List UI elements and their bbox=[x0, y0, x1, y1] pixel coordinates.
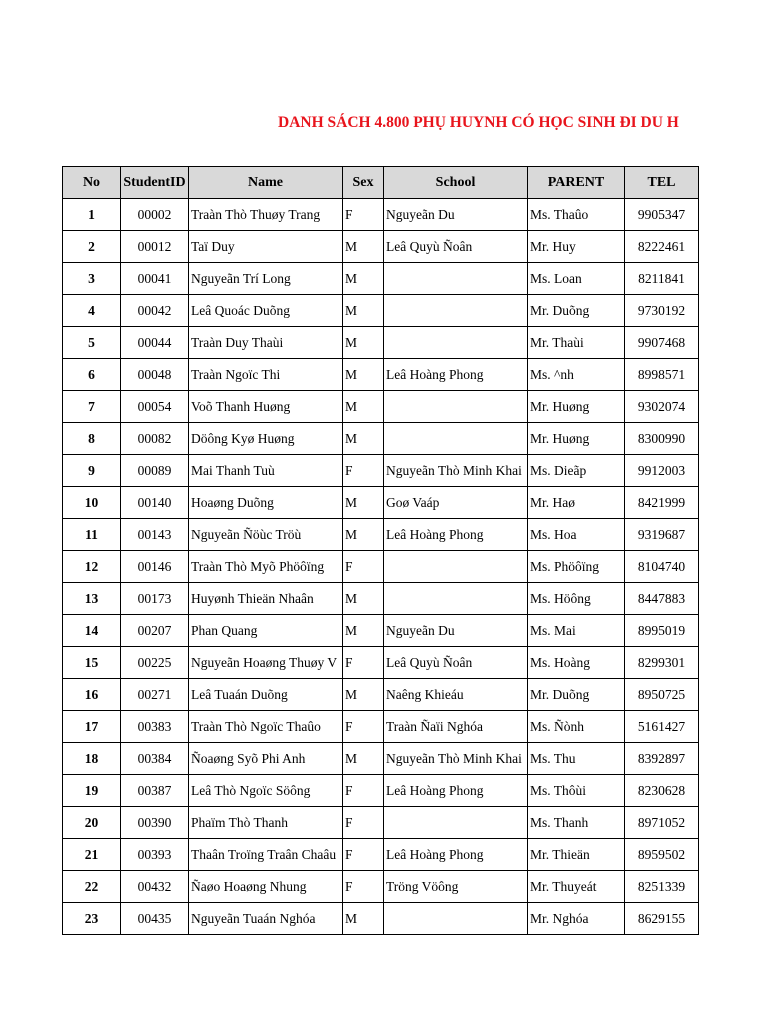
student-id-cell: 00173 bbox=[121, 583, 189, 615]
row-number: 11 bbox=[63, 519, 121, 551]
student-name-cell: Phan Quang bbox=[189, 615, 343, 647]
sex-cell: F bbox=[343, 871, 384, 903]
tel-cell: 8392897 bbox=[625, 743, 699, 775]
row-number: 23 bbox=[63, 903, 121, 935]
sex-cell: M bbox=[343, 327, 384, 359]
sex-cell: M bbox=[343, 423, 384, 455]
student-name-cell: Thaân Troïng Traân Chaâu bbox=[189, 839, 343, 871]
table-row bbox=[63, 647, 699, 679]
school-cell: Leâ Hoàng Phong bbox=[384, 839, 528, 871]
tel-cell: 8995019 bbox=[625, 615, 699, 647]
tel-cell: 9905347 bbox=[625, 199, 699, 231]
school-cell: Leâ Hoàng Phong bbox=[384, 775, 528, 807]
student-id-cell: 00041 bbox=[121, 263, 189, 295]
school-cell bbox=[384, 551, 528, 583]
sex-cell: M bbox=[343, 903, 384, 935]
tel-cell: 8251339 bbox=[625, 871, 699, 903]
parent-cell: Ms. ^nh bbox=[528, 359, 625, 391]
parent-cell: Mr. Huy bbox=[528, 231, 625, 263]
tel-cell: 8300990 bbox=[625, 423, 699, 455]
sex-cell: M bbox=[343, 391, 384, 423]
school-cell: Nguyeãn Thò Minh Khai bbox=[384, 455, 528, 487]
sex-cell: M bbox=[343, 487, 384, 519]
student-id-cell: 00271 bbox=[121, 679, 189, 711]
parent-cell: Ms. Mai bbox=[528, 615, 625, 647]
tel-cell: 8230628 bbox=[625, 775, 699, 807]
student-id-cell: 00225 bbox=[121, 647, 189, 679]
tel-cell: 8299301 bbox=[625, 647, 699, 679]
student-name-cell: Voõ Thanh Huøng bbox=[189, 391, 343, 423]
student-name-cell: Ñoaøng Syõ Phi Anh bbox=[189, 743, 343, 775]
parent-cell: Ms. Thôùi bbox=[528, 775, 625, 807]
parent-cell: Ms. Thanh bbox=[528, 807, 625, 839]
row-number: 6 bbox=[63, 359, 121, 391]
student-id-cell: 00435 bbox=[121, 903, 189, 935]
table-row bbox=[63, 839, 699, 871]
sex-cell: M bbox=[343, 519, 384, 551]
header-no: No bbox=[63, 167, 121, 199]
student-id-cell: 00044 bbox=[121, 327, 189, 359]
header-tel: TEL bbox=[625, 167, 699, 199]
student-name-cell: Leâ Tuaán Duõng bbox=[189, 679, 343, 711]
student-id-cell: 00384 bbox=[121, 743, 189, 775]
student-name-cell: Phaïm Thò Thanh bbox=[189, 807, 343, 839]
sex-cell: M bbox=[343, 583, 384, 615]
school-cell: Leâ Hoàng Phong bbox=[384, 519, 528, 551]
tel-cell: 9730192 bbox=[625, 295, 699, 327]
row-number: 3 bbox=[63, 263, 121, 295]
row-number: 21 bbox=[63, 839, 121, 871]
table-row bbox=[63, 487, 699, 519]
table-row bbox=[63, 199, 699, 231]
table-header-row bbox=[63, 167, 699, 199]
school-cell bbox=[384, 327, 528, 359]
student-id-cell: 00143 bbox=[121, 519, 189, 551]
table-row bbox=[63, 711, 699, 743]
table-row bbox=[63, 455, 699, 487]
sex-cell: M bbox=[343, 231, 384, 263]
table-row bbox=[63, 679, 699, 711]
row-number: 13 bbox=[63, 583, 121, 615]
school-cell: Leâ Hoàng Phong bbox=[384, 359, 528, 391]
school-cell bbox=[384, 807, 528, 839]
row-number: 15 bbox=[63, 647, 121, 679]
table-row bbox=[63, 551, 699, 583]
school-cell: Tröng Vöông bbox=[384, 871, 528, 903]
row-number: 2 bbox=[63, 231, 121, 263]
row-number: 7 bbox=[63, 391, 121, 423]
parent-cell: Mr. Thaùi bbox=[528, 327, 625, 359]
student-id-cell: 00207 bbox=[121, 615, 189, 647]
tel-cell: 9907468 bbox=[625, 327, 699, 359]
student-name-cell: Nguyeãn Ñöùc Tröù bbox=[189, 519, 343, 551]
tel-cell: 8447883 bbox=[625, 583, 699, 615]
school-cell: Nguyeãn Du bbox=[384, 199, 528, 231]
student-id-cell: 00393 bbox=[121, 839, 189, 871]
row-number: 1 bbox=[63, 199, 121, 231]
student-id-cell: 00387 bbox=[121, 775, 189, 807]
tel-cell: 9319687 bbox=[625, 519, 699, 551]
student-id-cell: 00082 bbox=[121, 423, 189, 455]
student-name-cell: Traàn Duy Thaùi bbox=[189, 327, 343, 359]
sex-cell: F bbox=[343, 807, 384, 839]
header-sex: Sex bbox=[343, 167, 384, 199]
sex-cell: M bbox=[343, 679, 384, 711]
row-number: 10 bbox=[63, 487, 121, 519]
student-name-cell: Traàn Thò Ngoïc Thaûo bbox=[189, 711, 343, 743]
header-student-id: StudentID bbox=[121, 167, 189, 199]
student-name-cell: Huyønh Thieän Nhaân bbox=[189, 583, 343, 615]
tel-cell: 8998571 bbox=[625, 359, 699, 391]
row-number: 18 bbox=[63, 743, 121, 775]
student-name-cell: Mai Thanh Tuù bbox=[189, 455, 343, 487]
parent-cell: Ms. Thaûo bbox=[528, 199, 625, 231]
table-row bbox=[63, 903, 699, 935]
table-row bbox=[63, 359, 699, 391]
school-cell bbox=[384, 903, 528, 935]
table-row bbox=[63, 775, 699, 807]
parent-cell: Mr. Duõng bbox=[528, 295, 625, 327]
tel-cell: 8211841 bbox=[625, 263, 699, 295]
parent-cell: Ms. Phöôïng bbox=[528, 551, 625, 583]
table-row bbox=[63, 519, 699, 551]
row-number: 19 bbox=[63, 775, 121, 807]
table-row bbox=[63, 583, 699, 615]
student-name-cell: Traàn Thò Myõ Phöôïng bbox=[189, 551, 343, 583]
student-id-cell: 00432 bbox=[121, 871, 189, 903]
school-cell bbox=[384, 391, 528, 423]
row-number: 12 bbox=[63, 551, 121, 583]
parent-cell: Ms. Dieãp bbox=[528, 455, 625, 487]
sex-cell: F bbox=[343, 839, 384, 871]
student-name-cell: Nguyeãn Tuaán Nghóa bbox=[189, 903, 343, 935]
header-parent: PARENT bbox=[528, 167, 625, 199]
table-row bbox=[63, 263, 699, 295]
document-title: DANH SÁCH 4.800 PHỤ HUYNH CÓ HỌC SINH ĐI DU H bbox=[278, 114, 679, 131]
student-id-cell: 00048 bbox=[121, 359, 189, 391]
row-number: 9 bbox=[63, 455, 121, 487]
parent-cell: Ms. Höông bbox=[528, 583, 625, 615]
table-row bbox=[63, 807, 699, 839]
sex-cell: M bbox=[343, 615, 384, 647]
student-name-cell: Leâ Thò Ngoïc Söông bbox=[189, 775, 343, 807]
row-number: 14 bbox=[63, 615, 121, 647]
student-name-cell: Traàn Thò Thuøy Trang bbox=[189, 199, 343, 231]
header-name: Name bbox=[189, 167, 343, 199]
sex-cell: M bbox=[343, 359, 384, 391]
student-id-cell: 00390 bbox=[121, 807, 189, 839]
school-cell: Leâ Quyù Ñoân bbox=[384, 647, 528, 679]
student-id-cell: 00089 bbox=[121, 455, 189, 487]
table-row bbox=[63, 391, 699, 423]
student-name-cell: Ñaøo Hoaøng Nhung bbox=[189, 871, 343, 903]
parent-cell: Mr. Nghóa bbox=[528, 903, 625, 935]
school-cell bbox=[384, 263, 528, 295]
school-cell bbox=[384, 423, 528, 455]
student-name-cell: Nguyeãn Hoaøng Thuøy V bbox=[189, 647, 343, 679]
student-name-cell: Nguyeãn Trí Long bbox=[189, 263, 343, 295]
student-id-cell: 00002 bbox=[121, 199, 189, 231]
student-id-cell: 00146 bbox=[121, 551, 189, 583]
school-cell bbox=[384, 583, 528, 615]
tel-cell: 8971052 bbox=[625, 807, 699, 839]
table-row bbox=[63, 327, 699, 359]
sex-cell: M bbox=[343, 743, 384, 775]
table-row bbox=[63, 231, 699, 263]
row-number: 22 bbox=[63, 871, 121, 903]
student-name-cell: Traàn Ngoïc Thi bbox=[189, 359, 343, 391]
tel-cell: 9302074 bbox=[625, 391, 699, 423]
sex-cell: F bbox=[343, 711, 384, 743]
parent-cell: Ms. Loan bbox=[528, 263, 625, 295]
school-cell: Goø Vaáp bbox=[384, 487, 528, 519]
table-row bbox=[63, 615, 699, 647]
school-cell: Traàn Ñaïi Nghóa bbox=[384, 711, 528, 743]
tel-cell: 5161427 bbox=[625, 711, 699, 743]
table-body bbox=[63, 199, 699, 935]
parent-cell: Mr. Duõng bbox=[528, 679, 625, 711]
row-number: 8 bbox=[63, 423, 121, 455]
parent-list-table bbox=[62, 166, 699, 935]
parent-cell: Ms. Hoàng bbox=[528, 647, 625, 679]
student-name-cell: Döông Kyø Huøng bbox=[189, 423, 343, 455]
table-row bbox=[63, 743, 699, 775]
table-row bbox=[63, 295, 699, 327]
school-cell: Nguyeãn Du bbox=[384, 615, 528, 647]
student-name-cell: Hoaøng Duõng bbox=[189, 487, 343, 519]
row-number: 4 bbox=[63, 295, 121, 327]
school-cell bbox=[384, 295, 528, 327]
student-id-cell: 00140 bbox=[121, 487, 189, 519]
tel-cell: 8959502 bbox=[625, 839, 699, 871]
sex-cell: F bbox=[343, 455, 384, 487]
student-id-cell: 00054 bbox=[121, 391, 189, 423]
row-number: 17 bbox=[63, 711, 121, 743]
tel-cell: 8629155 bbox=[625, 903, 699, 935]
tel-cell: 9912003 bbox=[625, 455, 699, 487]
parent-cell: Ms. Thu bbox=[528, 743, 625, 775]
sex-cell: F bbox=[343, 199, 384, 231]
row-number: 5 bbox=[63, 327, 121, 359]
sex-cell: M bbox=[343, 263, 384, 295]
row-number: 20 bbox=[63, 807, 121, 839]
tel-cell: 8950725 bbox=[625, 679, 699, 711]
table-row bbox=[63, 871, 699, 903]
student-id-cell: 00383 bbox=[121, 711, 189, 743]
school-cell: Nguyeãn Thò Minh Khai bbox=[384, 743, 528, 775]
parent-cell: Mr. Huøng bbox=[528, 423, 625, 455]
parent-cell: Mr. Thieän bbox=[528, 839, 625, 871]
student-name-cell: Leâ Quoác Duõng bbox=[189, 295, 343, 327]
parent-cell: Ms. Ñònh bbox=[528, 711, 625, 743]
sex-cell: F bbox=[343, 775, 384, 807]
student-name-cell: Taï Duy bbox=[189, 231, 343, 263]
tel-cell: 8104740 bbox=[625, 551, 699, 583]
tel-cell: 8222461 bbox=[625, 231, 699, 263]
sex-cell: M bbox=[343, 295, 384, 327]
student-id-cell: 00012 bbox=[121, 231, 189, 263]
parent-cell: Mr. Haø bbox=[528, 487, 625, 519]
row-number: 16 bbox=[63, 679, 121, 711]
school-cell: Leâ Quyù Ñoân bbox=[384, 231, 528, 263]
sex-cell: F bbox=[343, 647, 384, 679]
header-school: School bbox=[384, 167, 528, 199]
tel-cell: 8421999 bbox=[625, 487, 699, 519]
sex-cell: F bbox=[343, 551, 384, 583]
student-id-cell: 00042 bbox=[121, 295, 189, 327]
school-cell: Naêng Khieáu bbox=[384, 679, 528, 711]
parent-cell: Mr. Thuyeát bbox=[528, 871, 625, 903]
parent-cell: Mr. Huøng bbox=[528, 391, 625, 423]
parent-cell: Ms. Hoa bbox=[528, 519, 625, 551]
table-row bbox=[63, 423, 699, 455]
